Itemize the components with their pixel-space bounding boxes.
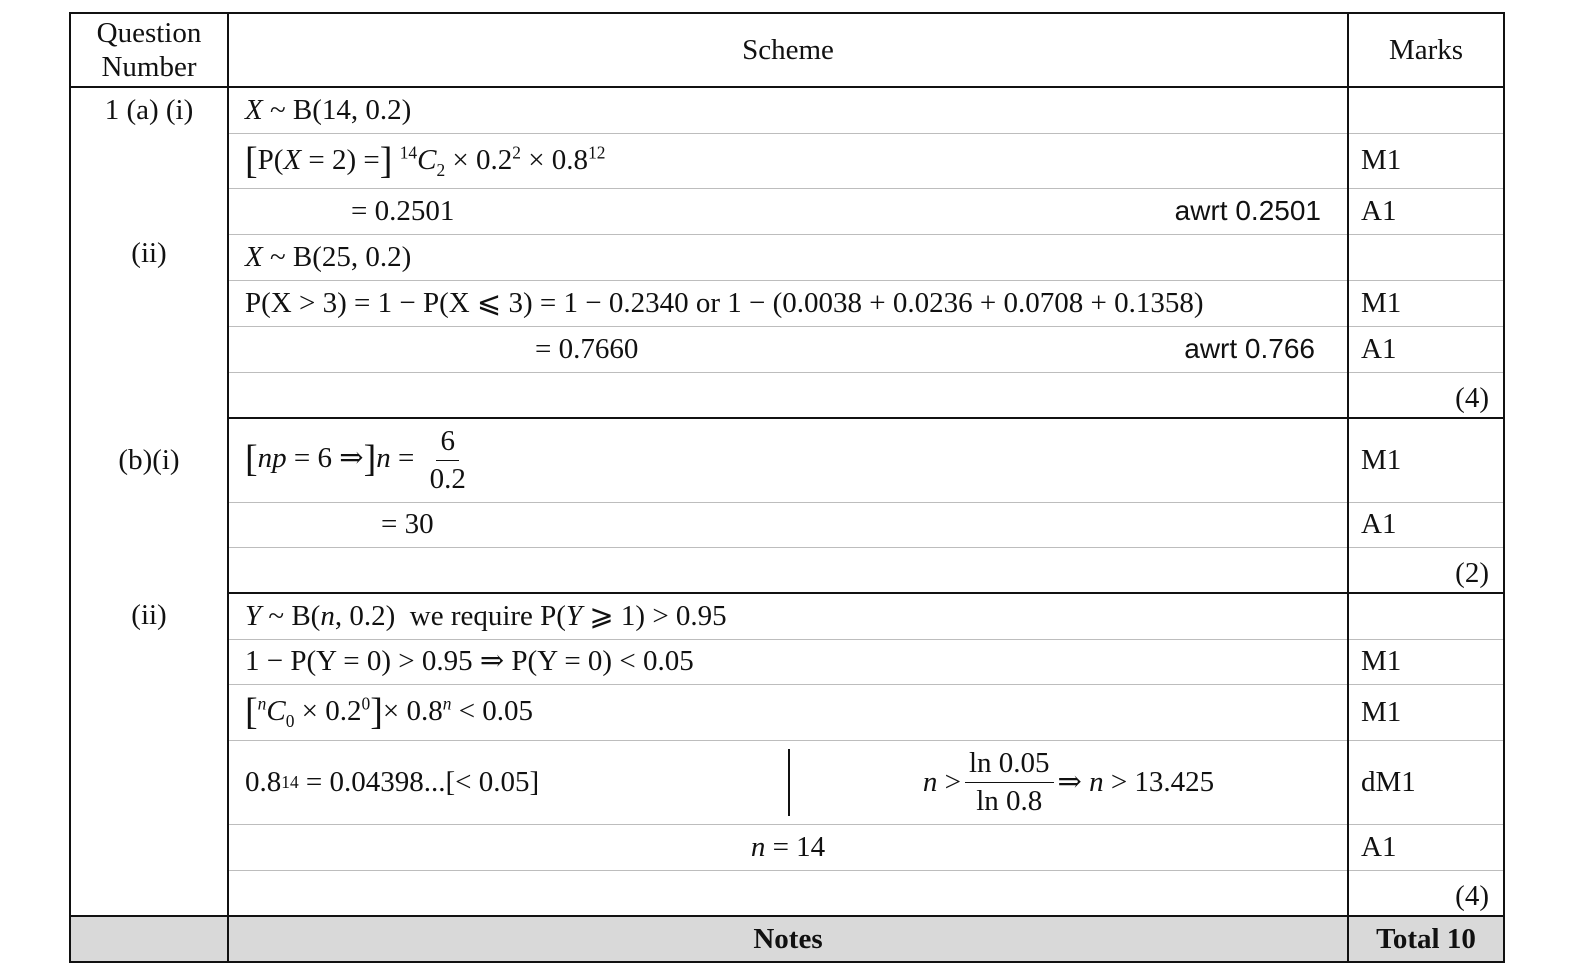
table-row	[70, 234, 1504, 280]
part-label: (ii)	[131, 599, 167, 631]
answer-value: = 0.2501	[351, 194, 455, 227]
table-row	[70, 824, 1504, 870]
scheme-header: Scheme	[228, 13, 1348, 87]
header-row	[70, 13, 1504, 87]
marks-header: Marks	[1348, 13, 1504, 87]
table-row	[70, 593, 1504, 639]
table-row	[70, 280, 1504, 326]
mark-cell	[1348, 593, 1504, 639]
question-cell-b-i	[70, 418, 228, 593]
scheme-cell: 1 − P(Y = 0) > 0.95 ⇒ P(Y = 0) < 0.05	[228, 639, 1348, 684]
method-logs: n > $\frac{\ln 0.05}{\ln 0.8}$ ⇒ n > 13.425	[922, 746, 1215, 817]
table-row	[70, 188, 1504, 234]
fraction: $\frac{\ln 0.05}{\ln 0.8}$	[965, 749, 1054, 816]
mark-cell: A1	[1348, 326, 1504, 372]
notes-label: Notes	[228, 916, 1348, 962]
scheme-cell: Y ~ B(n, 0.2) we require P(Y ⩾ 1) > 0.95	[228, 593, 1348, 639]
mark-cell: M1	[1348, 684, 1504, 740]
scheme-cell: [P(X = 2) =] $^{14}C_2 \times 0.2^2 \times 0.8^{12}$	[228, 133, 1348, 188]
answer-value: = 30	[381, 508, 434, 540]
scheme-cell	[228, 372, 1348, 418]
awrt-note: awrt 0.766	[1184, 333, 1315, 364]
scheme-cell: X ~ B(25, 0.2)	[228, 234, 1348, 280]
scheme-cell: $[^nC_0 \times 0.2^0]\times 0.8^n < 0.05$	[228, 684, 1348, 740]
table-row	[70, 502, 1504, 547]
header-line1: Question	[96, 16, 202, 49]
mark-cell: M1	[1348, 280, 1504, 326]
mark-cell: A1	[1348, 188, 1504, 234]
question-cell-a	[70, 87, 228, 418]
table-row	[70, 870, 1504, 916]
table-row	[70, 740, 1504, 824]
scheme-cell	[228, 188, 1348, 234]
scheme-cell: P(X > 3) = 1 − P(X ⩽ 3) = 1 − 0.2340 or 1 − (0.0038 + 0.0236 + 0.0708 + 0.1358)	[228, 280, 1348, 326]
question-number-header	[70, 13, 228, 87]
mark-cell: A1	[1348, 502, 1504, 547]
mark-cell: A1	[1348, 824, 1504, 870]
mark-cell	[1348, 234, 1504, 280]
alternative-methods	[229, 746, 1347, 817]
table-row	[70, 133, 1504, 188]
scheme-cell	[228, 870, 1348, 916]
awrt-note: awrt 0.2501	[1174, 195, 1321, 226]
mark-cell: dM1	[1348, 740, 1504, 824]
scheme-cell: X ~ B(14, 0.2)	[228, 87, 1348, 133]
table-row	[70, 418, 1504, 502]
scheme-cell	[228, 326, 1348, 372]
notes-blank	[70, 916, 228, 962]
part-total: (2)	[1348, 547, 1504, 593]
header-line2: Number	[101, 51, 197, 83]
mark-scheme-table	[69, 12, 1505, 963]
part-label: (b)(i)	[118, 444, 180, 476]
scheme-cell	[228, 547, 1348, 593]
part-total: (4)	[1348, 372, 1504, 418]
scheme-cell	[228, 740, 1348, 824]
part-label: (ii)	[131, 237, 167, 269]
table-row	[70, 87, 1504, 133]
mark-cell: M1	[1348, 133, 1504, 188]
mark-cell: M1	[1348, 418, 1504, 502]
table-row	[70, 547, 1504, 593]
grand-total: Total 10	[1348, 916, 1504, 962]
table-row	[70, 684, 1504, 740]
method-direct: 0.8 14 = 0.04398...[< 0.05]	[229, 749, 790, 816]
question-cell-b-ii	[70, 593, 228, 916]
table-row	[70, 639, 1504, 684]
mark-cell: M1	[1348, 639, 1504, 684]
scheme-cell	[228, 502, 1348, 547]
part-total: (4)	[1348, 870, 1504, 916]
scheme-cell: [np = 6 ⇒]n = $\frac{6}{0.2}$	[228, 418, 1348, 502]
scheme-cell: n = 14	[228, 824, 1348, 870]
table-row	[70, 326, 1504, 372]
fraction: $\frac{6}{0.2}$	[429, 424, 466, 495]
table-row	[70, 372, 1504, 418]
answer-value: = 0.7660	[535, 332, 639, 365]
part-label: 1 (a) (i)	[104, 94, 194, 126]
mark-cell	[1348, 87, 1504, 133]
notes-row	[70, 916, 1504, 962]
